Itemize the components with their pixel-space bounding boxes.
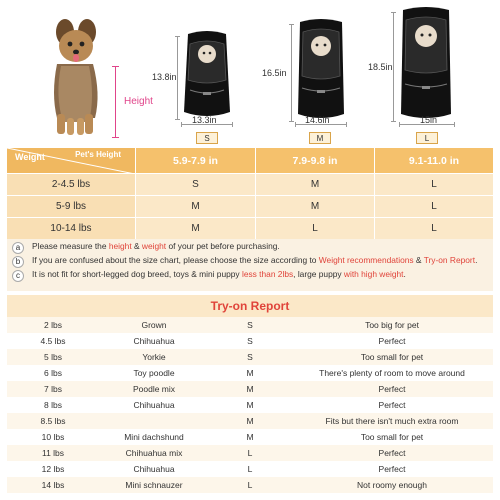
- note-text: If you are confused about the size chart, please choose the size according to Weight recommendations & Try-on Report.: [32, 255, 478, 265]
- report-result: Perfect: [378, 400, 406, 410]
- purchase-notes: [7, 239, 493, 291]
- size-cell: M: [135, 218, 255, 239]
- bag-l-height-line: [393, 12, 394, 122]
- report-breed: Mini schnauzer: [125, 480, 183, 490]
- column-header: 9.1-11.0 in: [374, 148, 493, 173]
- weight-header: Weight: [15, 152, 45, 162]
- table-row: [7, 218, 493, 240]
- table-row: [7, 413, 493, 429]
- report-size: M: [246, 432, 254, 442]
- size-chart-header-row: [7, 148, 493, 174]
- report-breed: Chihuahua: [133, 464, 175, 474]
- report-weight: 8.5 lbs: [40, 416, 66, 426]
- note-text: It is not fit for short-legged dog breed, toys & mini puppy less than 2lbs, large puppy with high weight.: [32, 269, 406, 279]
- size-tag-l: L: [416, 132, 438, 144]
- size-chart-table: [7, 148, 493, 240]
- size-tag-m: M: [309, 132, 331, 144]
- note-c: [7, 269, 493, 282]
- bag-m-height-line: [291, 24, 292, 122]
- report-size: S: [247, 320, 253, 330]
- size-chart-corner-header: [7, 148, 135, 173]
- report-result: Perfect: [378, 448, 406, 458]
- report-result: There's plenty of room to move around: [319, 368, 465, 378]
- table-row: [7, 381, 493, 397]
- report-weight: 11 lbs: [41, 448, 65, 458]
- try-on-report: [7, 295, 493, 500]
- size-cell: L: [374, 218, 493, 239]
- height-label: Height: [124, 96, 153, 107]
- table-row: [7, 461, 493, 477]
- pet-height-header: Pet's Height: [75, 150, 121, 159]
- table-row: [7, 429, 493, 445]
- report-result: Perfect: [378, 336, 406, 346]
- report-weight: 14 lbs: [41, 480, 65, 490]
- report-size: L: [247, 480, 253, 490]
- bag-l-width-text: 15in: [420, 115, 438, 125]
- report-result: Too small for pet: [360, 352, 424, 362]
- bag-l-height-text: 18.5in: [368, 62, 393, 72]
- report-title: Try-on Report: [7, 295, 493, 317]
- bag-s-height-text: 13.8in: [152, 72, 177, 82]
- report-weight: 6 lbs: [44, 368, 62, 378]
- column-header: 7.9-9.8 in: [255, 148, 374, 173]
- carrier-bag-s: [180, 30, 234, 120]
- report-weight: 2 lbs: [44, 320, 62, 330]
- note-badge: a: [12, 242, 24, 254]
- size-cell: L: [374, 196, 493, 217]
- size-cell: L: [374, 174, 493, 195]
- size-cell: L: [255, 218, 374, 239]
- note-text: Please measure the height & weight of your pet before purchasing.: [32, 241, 280, 251]
- report-weight: 4.5 lbs: [40, 336, 66, 346]
- report-size: S: [247, 352, 253, 362]
- report-size: M: [246, 416, 254, 426]
- report-breed: Grown: [141, 320, 167, 330]
- report-breed: Yorkie: [142, 352, 166, 362]
- note-badge: b: [12, 256, 24, 268]
- table-row: [7, 477, 493, 493]
- backpack-l-icon: [397, 6, 455, 122]
- report-weight: 12 lbs: [41, 464, 65, 474]
- report-size: L: [247, 464, 253, 474]
- report-result: Perfect: [378, 464, 406, 474]
- report-breed: Toy poodle: [133, 368, 175, 378]
- column-header: 5.9-7.9 in: [135, 148, 255, 173]
- weight-cell: 2-4.5 lbs: [7, 174, 135, 195]
- table-row: [7, 349, 493, 365]
- bag-s-width-text: 13.3in: [192, 115, 217, 125]
- report-breed: Poodle mix: [132, 384, 176, 394]
- report-result: Not roomy enough: [357, 480, 427, 490]
- report-size: L: [247, 448, 253, 458]
- report-size: M: [246, 368, 254, 378]
- carrier-bag-l: [397, 6, 455, 122]
- report-result: Fits but there isn't much extra room: [325, 416, 459, 426]
- report-breed: Mini dachshund: [124, 432, 184, 442]
- report-weight: 5 lbs: [44, 352, 62, 362]
- size-cell: M: [255, 174, 374, 195]
- report-result: Perfect: [378, 384, 406, 394]
- report-size: M: [246, 400, 254, 410]
- table-row: [7, 317, 493, 333]
- report-size: M: [246, 384, 254, 394]
- table-row: [7, 445, 493, 461]
- report-result: Too big for pet: [365, 320, 419, 330]
- table-row: [7, 333, 493, 349]
- bag-m-width-text: 14.6in: [305, 115, 330, 125]
- dog-illustration: [35, 14, 113, 138]
- size-tag-s: S: [196, 132, 218, 144]
- table-row: [7, 397, 493, 413]
- table-row: [7, 196, 493, 218]
- report-breed: Chihuahua: [133, 336, 175, 346]
- report-result: Too small for pet: [360, 432, 424, 442]
- report-weight: 10 lbs: [41, 432, 65, 442]
- report-weight: 8 lbs: [44, 400, 62, 410]
- size-cell: S: [135, 174, 255, 195]
- note-b: [7, 255, 493, 268]
- report-weight: 7 lbs: [44, 384, 62, 394]
- note-badge: c: [12, 270, 24, 282]
- product-illustration: [0, 0, 500, 148]
- backpack-s-icon: [180, 30, 234, 120]
- report-breed: Chihuahua: [133, 400, 175, 410]
- carrier-bag-m: [294, 18, 348, 122]
- note-a: [7, 241, 493, 254]
- report-rows: [7, 317, 493, 493]
- weight-cell: 5-9 lbs: [7, 196, 135, 217]
- bag-m-height-text: 16.5in: [262, 68, 287, 78]
- size-cell: M: [135, 196, 255, 217]
- weight-cell: 10-14 lbs: [7, 218, 135, 239]
- bag-s-height-line: [177, 36, 178, 120]
- backpack-m-icon: [294, 18, 348, 122]
- table-row: [7, 174, 493, 196]
- table-row: [7, 365, 493, 381]
- report-breed: Chihuahua mix: [125, 448, 183, 458]
- size-cell: M: [255, 196, 374, 217]
- report-size: S: [247, 336, 253, 346]
